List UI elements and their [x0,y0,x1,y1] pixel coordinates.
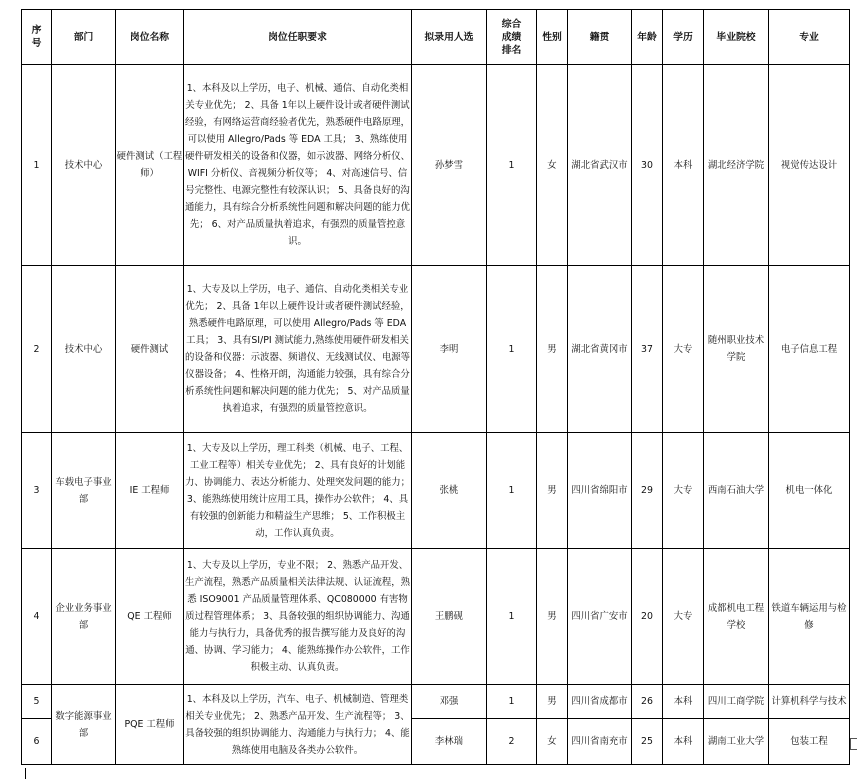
cell-rank: 1 [487,549,537,685]
cell-gender: 男 [537,266,568,433]
cell-school: 西南石油大学 [704,433,769,549]
cell-gender: 男 [537,549,568,685]
cell-age: 20 [632,549,663,685]
cell-dept: 技术中心 [52,266,116,433]
header-major: 专业 [769,10,850,65]
cell-requirements: 1、大专及以上学历，理工科类（机械、电子、工程、工业工程等）相关专业优先； 2、具有良好的计划能力、协调能力、表达分析能力、处理突发问题的能力； 3、能熟练使用统计应用工具，操作办公软件； 4、具有较强的创新能力和精益生产思维； 5、工作积极主动，工作认真负责。 [184,433,412,549]
cell-school: 四川工商学院 [704,685,769,719]
cell-age: 37 [632,266,663,433]
cell-seq: 4 [22,549,52,685]
cell-school: 成都机电工程学校 [704,549,769,685]
cell-dept: 数字能源事业部 [52,685,116,765]
cell-origin: 四川省广安市 [568,549,632,685]
cell-education: 本科 [663,719,704,765]
cell-candidate: 孙梦雪 [412,65,487,266]
table-row [22,685,850,719]
cell-seq: 5 [22,685,52,719]
cell-position: 硬件测试 [116,266,184,433]
cell-position: QE 工程师 [116,549,184,685]
header-origin: 籍贯 [568,10,632,65]
cell-major: 铁道车辆运用与检修 [769,549,850,685]
cell-dept: 车载电子事业部 [52,433,116,549]
cell-origin: 四川省绵阳市 [568,433,632,549]
cell-major: 机电一体化 [769,433,850,549]
paste-options-icon[interactable] [850,738,857,750]
table-row [22,549,850,685]
cell-rank: 1 [487,685,537,719]
cell-age: 26 [632,685,663,719]
cell-age: 29 [632,433,663,549]
cell-rank: 1 [487,266,537,433]
cell-candidate: 李明 [412,266,487,433]
header-candidate: 拟录用人选 [412,10,487,65]
cell-gender: 女 [537,65,568,266]
cell-dept: 技术中心 [52,65,116,266]
cell-seq: 6 [22,719,52,765]
cell-education: 本科 [663,65,704,266]
cell-position: IE 工程师 [116,433,184,549]
cell-age: 30 [632,65,663,266]
cell-school: 湖南工业大学 [704,719,769,765]
cell-major: 包装工程 [769,719,850,765]
cell-origin: 湖北省黄冈市 [568,266,632,433]
cell-major: 视觉传达设计 [769,65,850,266]
table-row [22,65,850,266]
cell-origin: 四川省成都市 [568,685,632,719]
cell-candidate: 邓强 [412,685,487,719]
header-gender: 性别 [537,10,568,65]
recruitment-table [21,9,850,765]
cell-requirements: 1、大专及以上学历，专业不限； 2、熟悉产品开发、生产流程，熟悉产品质量相关法律法规、认证流程，熟悉 ISO9001 产品质量管理体系、QC080000 有害物质过程管理体系； 3、具备较强的组织协调能力、沟通能力与执行力，具备优秀的报告撰写能力及良好的沟通、协调、学习能力； 4、能熟练操作办公软件，工作积极主动、认真负责。 [184,549,412,685]
cell-candidate: 王鹏砚 [412,549,487,685]
header-rank: 综合成绩排名 [487,10,537,65]
header-education: 学历 [663,10,704,65]
cell-position: 硬件测试（工程师） [116,65,184,266]
cell-seq: 3 [22,433,52,549]
cell-rank: 1 [487,65,537,266]
table-row [22,266,850,433]
cell-education: 本科 [663,685,704,719]
cell-gender: 男 [537,433,568,549]
header-age: 年龄 [632,10,663,65]
text-cursor [25,768,26,779]
cell-gender: 男 [537,685,568,719]
cell-requirements: 1、本科及以上学历，电子、机械、通信、自动化类相关专业优先； 2、具备 1年以上硬件设计或者硬件测试经验，有网络运营商经验者优先，熟悉硬件电路原理，可以使用 Allegro/Pads 等 EDA 工具； 3、熟练使用硬件研发相关的设备和仪器，如示波器、网络分析仪、WIFI 分析仪、音视频分析仪等； 4、对高速信号、信号完整性、电源完整性有较深认识； 5、具备良好的沟通能力，具有综合分析系统性问题和解决问题的能力优先； 6、对产品质量执着追求，有强烈的质量管控意识。 [184,65,412,266]
header-seq: 序号 [22,10,52,65]
cell-seq: 1 [22,65,52,266]
table-row [22,433,850,549]
cell-rank: 2 [487,719,537,765]
header-row [22,10,850,65]
cell-education: 大专 [663,549,704,685]
cell-seq: 2 [22,266,52,433]
cell-origin: 湖北省武汉市 [568,65,632,266]
cell-school: 湖北经济学院 [704,65,769,266]
header-requirements: 岗位任职要求 [184,10,412,65]
header-school: 毕业院校 [704,10,769,65]
header-position: 岗位名称 [116,10,184,65]
cell-education: 大专 [663,266,704,433]
header-dept: 部门 [52,10,116,65]
cell-candidate: 李林瑞 [412,719,487,765]
cell-candidate: 张桃 [412,433,487,549]
cell-rank: 1 [487,433,537,549]
cell-major: 计算机科学与技术 [769,685,850,719]
cell-origin: 四川省南充市 [568,719,632,765]
cell-requirements: 1、大专及以上学历，电子、通信、自动化类相关专业优先； 2、具备 1年以上硬件设计或者硬件测试经验，熟悉硬件电路原理，可以使用 Allegro/Pads 等 EDA 工具； 3、具有SI/PI 测试能力,熟练使用硬件研发相关的设备和仪器：示波器、频谱仪、无线测试仪、电源等仪器设备； 4、性格开朗，沟通能力较强，具有综合分析系统性问题和解决问题的能力优先； 5、对产品质量执着追求，有强烈的质量管控意识。 [184,266,412,433]
cell-school: 随州职业技术学院 [704,266,769,433]
cell-age: 25 [632,719,663,765]
cell-position: PQE 工程师 [116,685,184,765]
cell-gender: 女 [537,719,568,765]
cell-major: 电子信息工程 [769,266,850,433]
cell-education: 大专 [663,433,704,549]
cell-dept: 企业业务事业部 [52,549,116,685]
cell-requirements: 1、本科及以上学历，汽车、电子、机械制造、管理类相关专业优先； 2、熟悉产品开发、生产流程等； 3、具备较强的组织协调能力、沟通能力与执行力； 4、能熟练使用电脑及各类办公软件。 [184,685,412,765]
